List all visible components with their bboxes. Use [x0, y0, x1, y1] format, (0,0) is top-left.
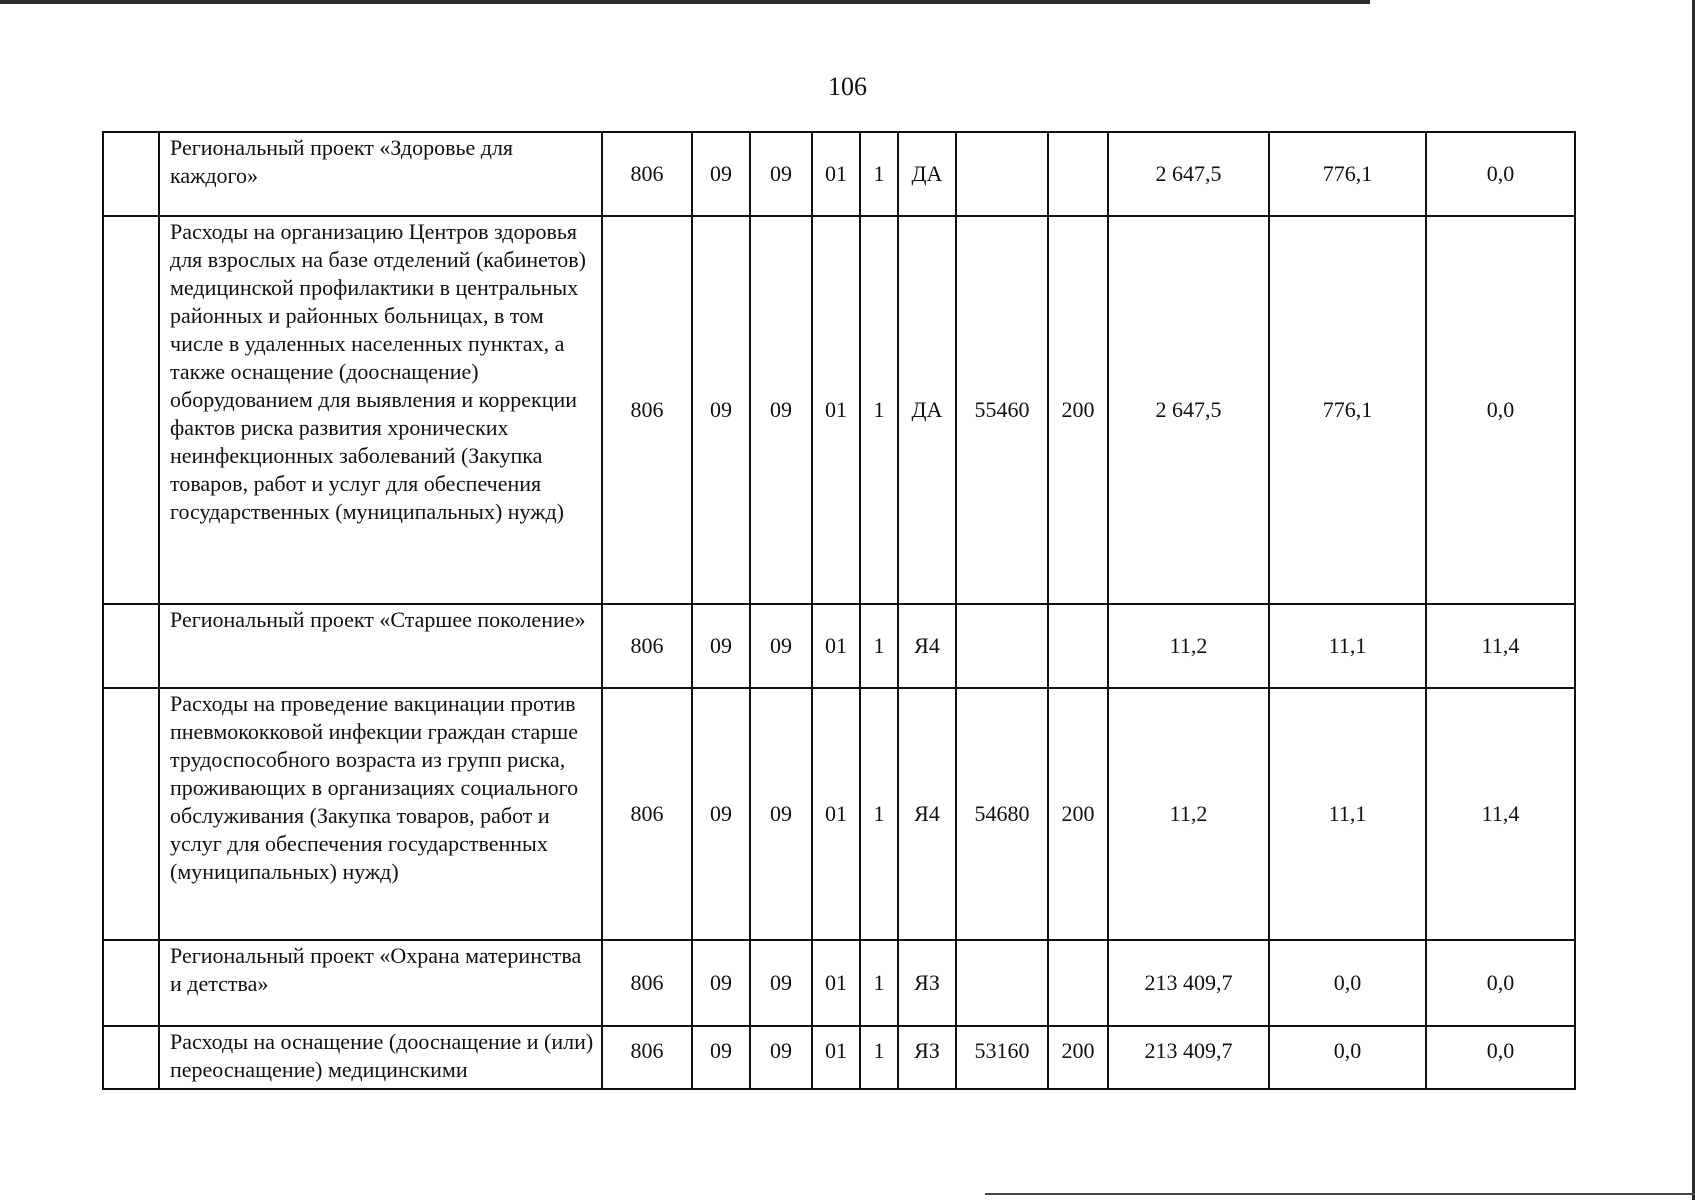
- description-cell: Региональный проект «Здоровье для каждого»: [159, 132, 602, 216]
- subsection-cell: 09: [750, 132, 812, 216]
- subprogram-cell: 1: [860, 940, 898, 1026]
- sum-year2-cell: 776,1: [1269, 132, 1426, 216]
- direction-cell: 53160: [956, 1026, 1048, 1089]
- sum-year1-cell: 213 409,7: [1108, 940, 1269, 1026]
- code-cell: 806: [602, 940, 692, 1026]
- table-row: [103, 1026, 1575, 1089]
- row-marker-cell: [103, 132, 159, 216]
- direction-cell: 55460: [956, 216, 1048, 604]
- section-cell: 09: [692, 1026, 750, 1089]
- sum-year3-cell: 0,0: [1426, 216, 1575, 604]
- sum-year2-cell: 776,1: [1269, 216, 1426, 604]
- sum-year3-cell: 11,4: [1426, 688, 1575, 940]
- expense-type-cell: [1048, 940, 1108, 1026]
- sum-year3-cell: 0,0: [1426, 1026, 1575, 1089]
- program-cell: 01: [812, 604, 860, 688]
- table-row: [103, 940, 1575, 1026]
- budget-table: [102, 131, 1576, 1090]
- section-cell: 09: [692, 604, 750, 688]
- code-cell: 806: [602, 216, 692, 604]
- row-marker-cell: [103, 940, 159, 1026]
- description-cell: Расходы на оснащение (дооснащение и (или) переоснащение) медицинскими: [159, 1026, 602, 1089]
- expense-type-cell: [1048, 604, 1108, 688]
- project-cell: Я4: [898, 688, 956, 940]
- subprogram-cell: 1: [860, 132, 898, 216]
- description-cell: Региональный проект «Старшее поколение»: [159, 604, 602, 688]
- description-cell: Расходы на организацию Центров здоровья для взрослых на базе отделений (кабинетов) медицинской профилактики в центральных районных и районных больницах, в том числе в удаленных населенных пунктах, а также оснащение (дооснащение) оборудованием для выявления и коррекции фактов риска развития хронических неинфекционных заболеваний (Закупка товаров, работ и услуг для обеспечения государственных (муниципальных) нужд): [159, 216, 602, 604]
- subsection-cell: 09: [750, 216, 812, 604]
- scan-edge-top: [0, 0, 1370, 4]
- table-row: [103, 688, 1575, 940]
- direction-cell: 54680: [956, 688, 1048, 940]
- table-row: [103, 216, 1575, 604]
- section-cell: 09: [692, 216, 750, 604]
- program-cell: 01: [812, 1026, 860, 1089]
- section-cell: 09: [692, 940, 750, 1026]
- subprogram-cell: 1: [860, 1026, 898, 1089]
- sum-year2-cell: 11,1: [1269, 688, 1426, 940]
- sum-year2-cell: 0,0: [1269, 1026, 1426, 1089]
- subsection-cell: 09: [750, 940, 812, 1026]
- expense-type-cell: 200: [1048, 688, 1108, 940]
- project-cell: ДА: [898, 216, 956, 604]
- sum-year1-cell: 11,2: [1108, 688, 1269, 940]
- code-cell: 806: [602, 1026, 692, 1089]
- row-marker-cell: [103, 216, 159, 604]
- expense-type-cell: [1048, 132, 1108, 216]
- table-row: [103, 132, 1575, 216]
- project-cell: ДА: [898, 132, 956, 216]
- subsection-cell: 09: [750, 688, 812, 940]
- direction-cell: [956, 604, 1048, 688]
- program-cell: 01: [812, 132, 860, 216]
- section-cell: 09: [692, 688, 750, 940]
- project-cell: ЯЗ: [898, 940, 956, 1026]
- direction-cell: [956, 940, 1048, 1026]
- subprogram-cell: 1: [860, 604, 898, 688]
- description-cell: Расходы на проведение вакцинации против пневмококковой инфекции граждан старше трудоспособного возраста из групп риска, проживающих в организациях социального обслуживания (Закупка товаров, работ и услуг для обеспечения государственных (муниципальных) нужд): [159, 688, 602, 940]
- subsection-cell: 09: [750, 1026, 812, 1089]
- code-cell: 806: [602, 132, 692, 216]
- project-cell: Я4: [898, 604, 956, 688]
- subsection-cell: 09: [750, 604, 812, 688]
- row-marker-cell: [103, 1026, 159, 1089]
- expense-type-cell: 200: [1048, 1026, 1108, 1089]
- subprogram-cell: 1: [860, 216, 898, 604]
- code-cell: 806: [602, 688, 692, 940]
- section-cell: 09: [692, 132, 750, 216]
- scan-edge-bottom: [985, 1193, 1695, 1195]
- sum-year1-cell: 2 647,5: [1108, 216, 1269, 604]
- sum-year1-cell: 213 409,7: [1108, 1026, 1269, 1089]
- sum-year3-cell: 0,0: [1426, 940, 1575, 1026]
- program-cell: 01: [812, 216, 860, 604]
- expense-type-cell: 200: [1048, 216, 1108, 604]
- row-marker-cell: [103, 688, 159, 940]
- row-marker-cell: [103, 604, 159, 688]
- sum-year3-cell: 11,4: [1426, 604, 1575, 688]
- sum-year1-cell: 2 647,5: [1108, 132, 1269, 216]
- program-cell: 01: [812, 940, 860, 1026]
- description-cell: Региональный проект «Охрана материнства и детства»: [159, 940, 602, 1026]
- project-cell: ЯЗ: [898, 1026, 956, 1089]
- direction-cell: [956, 132, 1048, 216]
- code-cell: 806: [602, 604, 692, 688]
- subprogram-cell: 1: [860, 688, 898, 940]
- sum-year2-cell: 0,0: [1269, 940, 1426, 1026]
- program-cell: 01: [812, 688, 860, 940]
- sum-year3-cell: 0,0: [1426, 132, 1575, 216]
- table-row: [103, 604, 1575, 688]
- sum-year2-cell: 11,1: [1269, 604, 1426, 688]
- sum-year1-cell: 11,2: [1108, 604, 1269, 688]
- page-number: 106: [828, 72, 867, 101]
